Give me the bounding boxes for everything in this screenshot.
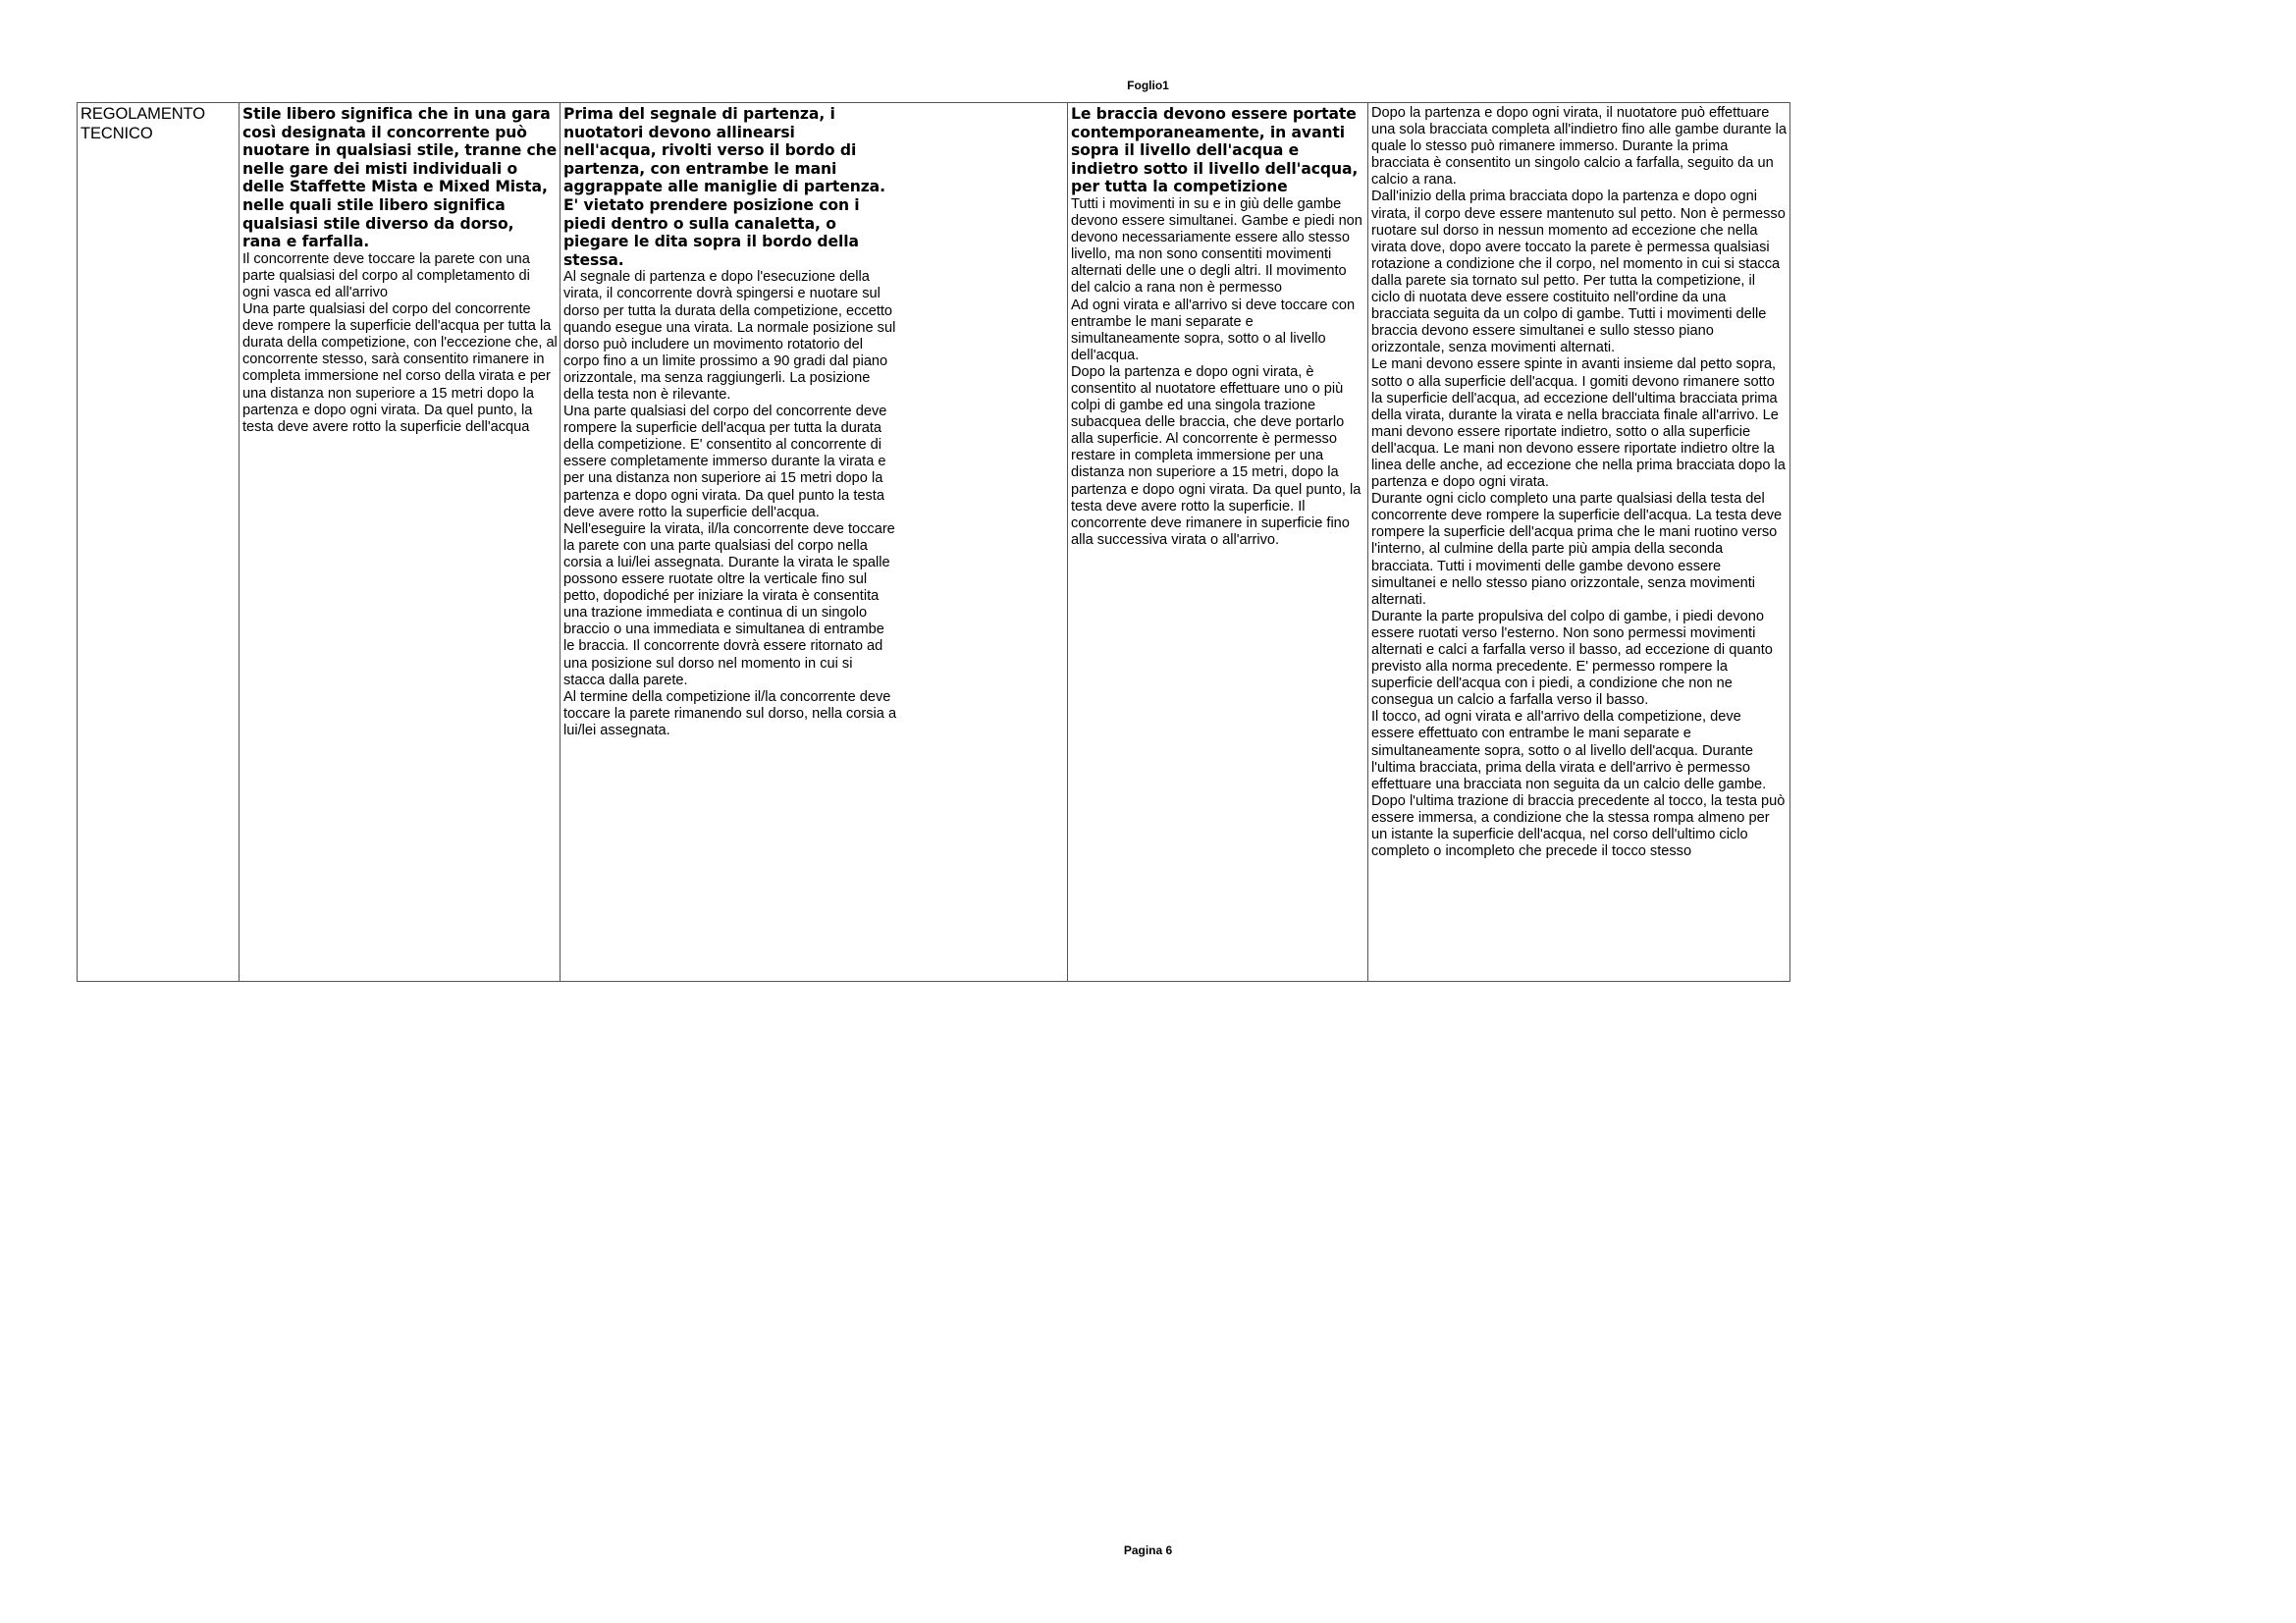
column-lead-text: Stile libero significa che in una gara così designata il concorrente può nuotare in qualsiasi stile, tranne che nelle gare dei misti individuali o delle Staffette Mista e Mixed Mista, nelle quali stile libero significa qualsiasi stile diverso da dorso, rana e farfalla. [242, 105, 558, 251]
paragraph: Nell'eseguire la virata, il/la concorrente deve toccare la parete con una parte qualsiasi del corpo nella corsia a lui/lei assegnata. Durante la virata le spalle possono essere ruotate oltre la verticale fino sul petto, dopodiché per iniziare la virata è consentita una trazione immediata e continua di un singolo braccio o una immediata e simultanea di entrambe le braccia. Il concorrente dovrà essere ritornato ad una posizione sul dorso nel momento in cui si stacca dalla parete. [563, 520, 895, 688]
paragraph: Il tocco, ad ogni virata e all'arrivo della competizione, deve essere effettuato con entrambe le mani separate e simultaneamente sopra, sotto o al livello dell'acqua. Durante l'ultima bracciata, prima della virata e dell'arrivo è permesso effettuare una bracciata non seguita da un calcio delle gambe. Dopo l'ultima trazione di braccia precedente al tocco, la testa può essere immersa, a condizione che la stessa rompa almeno per un istante la superficie dell'acqua, nel corso dell'ultimo ciclo completo o incompleto che precede il tocco stesso [1371, 709, 1786, 860]
paragraph: Dall'inizio della prima bracciata dopo la partenza e dopo ogni virata, il corpo deve essere mantenuto sul petto. Non è permesso ruotare sul dorso in nessun momento ad eccezione che nella virata dove, dopo avere toccato la parete è permessa qualsiasi rotazione a condizione che il corpo, nel momento in cui si stacca dalla parete sia tornato sul petto. Per tutta la competizione, il ciclo di nuotata deve essere costituito nell'ordine da una bracciata seguita da un colpo di gambe. Tutti i movimenti delle braccia devono essere simultanei e sullo stesso piano orizzontale, senza movimenti alternati. [1371, 189, 1786, 356]
paragraph: Le mani devono essere spinte in avanti insieme dal petto sopra, sotto o alla superficie dell'acqua. I gomiti devono rimanere sotto la superficie dell'acqua, ad eccezione dell'ultima bracciata prima della virata, durante la virata e nella bracciata finale all'arrivo. Le mani devono essere riportate indietro, sotto o alla superficie dell'acqua. Le mani non devono essere riportate indietro oltre la linea delle anche, ad eccezione che nella prima bracciata dopo la partenza e dopo ogni virata. [1371, 356, 1786, 491]
section-title: REGOLAMENTO TECNICO [80, 105, 205, 142]
paragraph: Una parte qualsiasi del corpo del concorrente deve rompere la superficie dell'acqua per tutta la durata della competizione. E' consentito al concorrente di essere completamente immerso durante la virata e per una distanza non superiore ai 15 metri dopo la partenza e dopo ogni virata. Da quel punto la testa deve avere rotto la superficie dell'acqua. [563, 404, 887, 520]
column-lead-text: Prima del segnale di partenza, i nuotatori devono allinearsi nell'acqua, rivolti verso il bordo di partenza, con entrambe le mani aggrappate alle maniglie di partenza. E' vietato prendere posizione con i piedi dentro o sulla canaletta, o piegare le dita sopra il bordo della stessa. [563, 105, 885, 269]
paragraph: Al termine della competizione il/la concorrente deve toccare la parete rimanendo sul dorso, nella corsia a lui/lei assegnata. [563, 688, 897, 738]
column-breaststroke [1368, 103, 1789, 981]
paragraph: Durante ogni ciclo completo una parte qualsiasi della testa del concorrente deve rompere la superficie dell'acqua. La testa deve rompere la superficie dell'acqua prima che le mani ruotino verso l'interno, al culmine della parte più ampia della seconda bracciata. Tutti i movimenti delle gambe devono essere simultanei e nello stesso piano orizzontale, senza movimenti alternati. [1371, 491, 1783, 608]
paragraph: Una parte qualsiasi del corpo del concorrente deve rompere la superficie dell'acqua per tutta la durata della competizione, con l'eccezione che, al concorrente stesso, sarà consentito rimanere in completa immersione nel corso della virata e per una distanza non superiore a 15 metri dopo la partenza e dopo ogni virata. Da quel punto, la testa deve avere rotto la superficie dell'acqua [242, 301, 558, 435]
sheet-name-header: Foglio1 [1127, 79, 1169, 92]
paragraph: Dopo la partenza e dopo ogni virata, il nuotatore può effettuare una sola bracciata completa all'indietro fino alle gambe durante la quale lo stesso può rimanere immerso. Durante la prima bracciata è consentito un singolo calcio a farfalla, seguito da un calcio a rana. [1371, 105, 1788, 189]
paragraph: Al segnale di partenza e dopo l'esecuzione della virata, il concorrente dovrà spingersi e nuotare sul dorso per tutta la durata della competizione, eccetto quando esegue una virata. La normale posizione sul dorso può includere un movimento rotatorio del corpo fino a un limite prossimo a 90 gradi dal piano orizzontale, ma senza raggiungerli. La posizione della testa non è rilevante. [563, 269, 896, 403]
regulation-table [77, 102, 1790, 982]
column-section-title [78, 103, 240, 981]
column-freestyle [240, 103, 561, 981]
paragraph: Ad ogni virata e all'arrivo si deve toccare con entrambe le mani separate e simultaneamente sopra, sotto o al livello dell'acqua. [1071, 297, 1356, 363]
paragraph: Durante la parte propulsiva del colpo di gambe, i piedi devono essere ruotati verso l'esterno. Non sono permessi movimenti alternati e calci a farfalla verso il basso, ad eccezione di quanto previsto alla norma precedente. E' permesso rompere la superficie dell'acqua con i piedi, a condizione che non ne consegua un calcio a farfalla verso il basso. [1371, 608, 1773, 709]
page-number-footer: Pagina 6 [1123, 1543, 1173, 1557]
paragraph: Dopo la partenza e dopo ogni virata, è consentito al nuotatore effettuare uno o più colpi di gambe ed una singola trazione subacquea delle braccia, che deve portarlo alla superficie. Al concorrente è permesso restare in completa immersione per una distanza non superiore a 15 metri, dopo la partenza e dopo ogni virata. Da quel punto, la testa deve avere rotto la superficie. Il concorrente deve rimanere in superficie fino alla successiva virata o all'arrivo. [1071, 363, 1362, 548]
paragraph: Tutti i movimenti in su e in giù delle gambe devono essere simultanei. Gambe e piedi non devono necessariamente essere allo stesso livello, ma non sono consentiti movimenti alternati delle une o degli altri. Il movimento del calcio a rana non è permesso [1071, 195, 1362, 297]
column-butterfly [1068, 103, 1368, 981]
column-lead-text: Le braccia devono essere portate contemporaneamente, in avanti sopra il livello dell'acqua e indietro sotto il livello dell'acqua, per tutta la competizione [1071, 105, 1359, 196]
paragraph: Il concorrente deve toccare la parete con una parte qualsiasi del corpo al completamento di ogni vasca ed all'arrivo [242, 250, 530, 300]
column-backstroke [561, 103, 1068, 981]
